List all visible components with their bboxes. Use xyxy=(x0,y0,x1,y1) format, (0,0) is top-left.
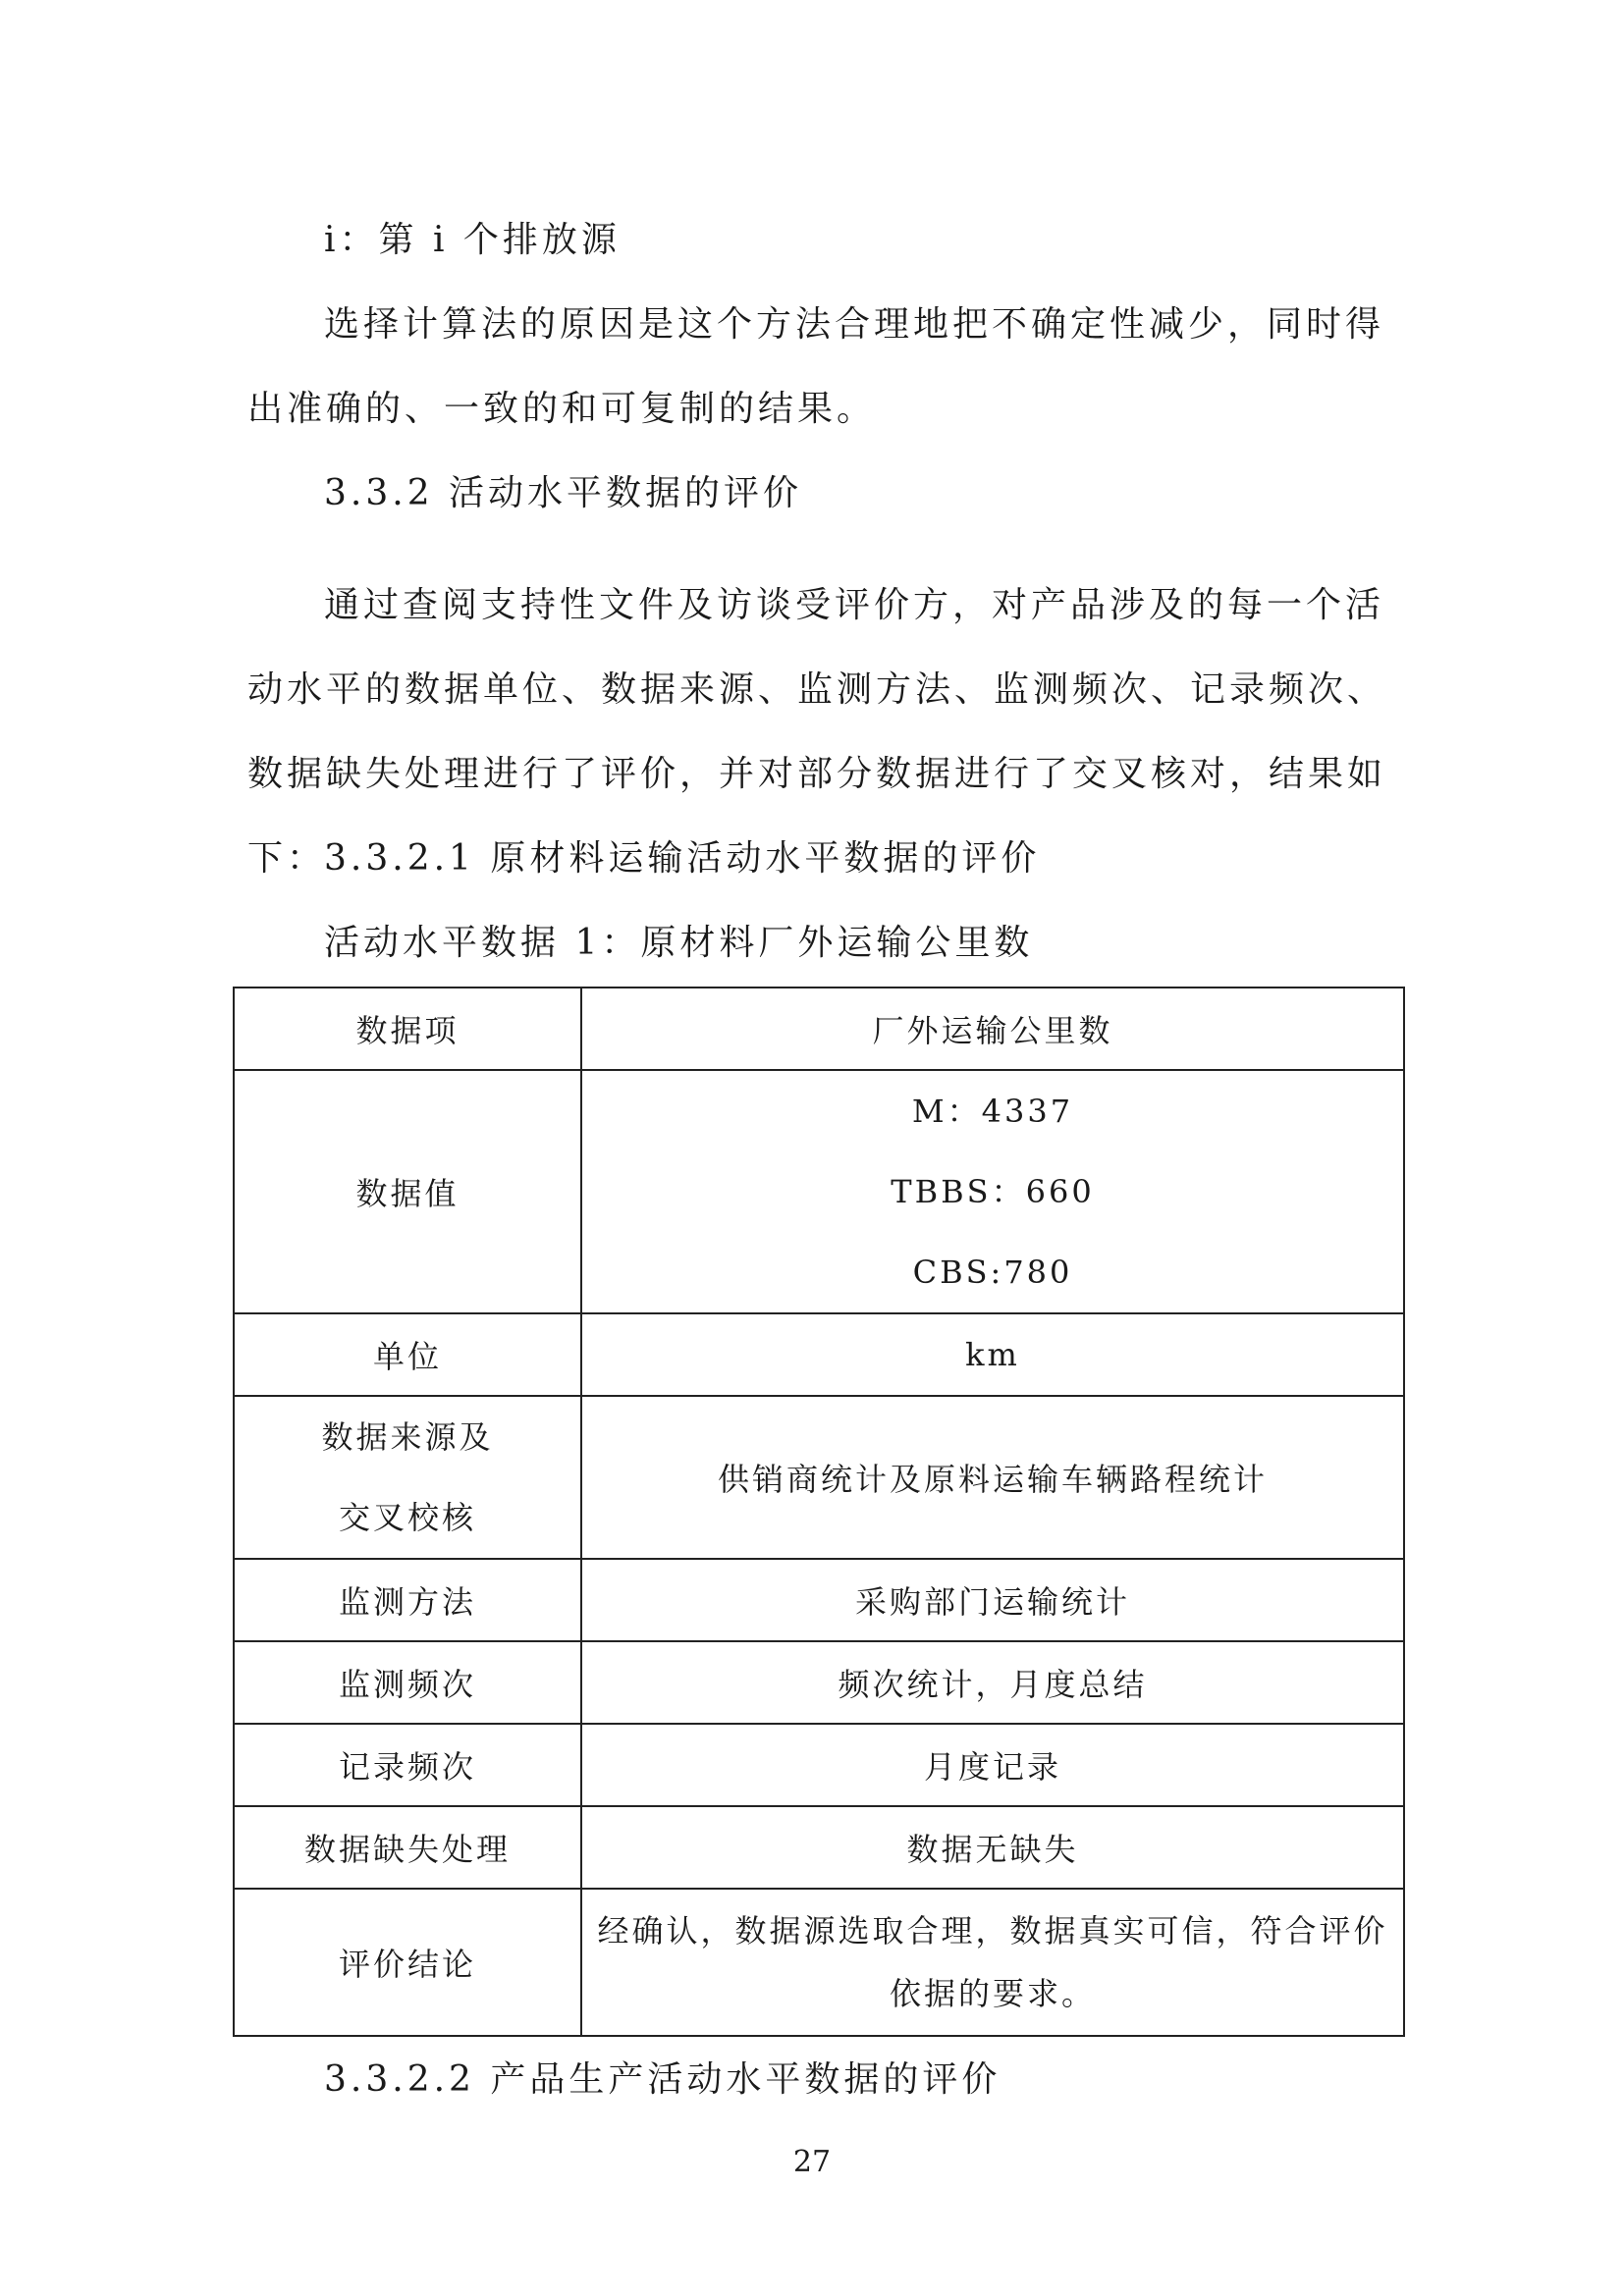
page-number: 27 xyxy=(792,2145,832,2179)
section-heading-3-3-2: 3.3.2 活动水平数据的评价 xyxy=(324,473,803,513)
table-value-cell: 数据无缺失 xyxy=(581,1806,1404,1889)
paragraph-source-definition: i：第 i 个排放源 xyxy=(324,220,621,260)
table-label-cell: 数据缺失处理 xyxy=(234,1806,581,1889)
table-row xyxy=(234,1724,1404,1806)
table-value-cell xyxy=(581,1070,1404,1313)
table-value-cell: 经确认，数据源选取合理，数据真实可信，符合评价依据的要求。 xyxy=(581,1889,1404,2036)
table-row xyxy=(234,1070,1404,1313)
section-heading-3-3-2-1: 3.3.2.1 原材料运输活动水平数据的评价 xyxy=(324,838,1041,879)
data-value-tbbs: TBBS：660 xyxy=(891,1173,1095,1210)
table-label-cell: 监测方法 xyxy=(234,1559,581,1641)
table-value-cell: 采购部门运输统计 xyxy=(581,1559,1404,1641)
table-label-cell xyxy=(234,1396,581,1559)
table-value-cell: km xyxy=(581,1313,1404,1396)
table-value-cell: 频次统计，月度总结 xyxy=(581,1641,1404,1724)
table-row xyxy=(234,1396,1404,1559)
table-caption: 活动水平数据 1：原材料厂外运输公里数 xyxy=(324,923,1034,963)
table-label-cell: 评价结论 xyxy=(234,1889,581,2036)
data-value-m: M：4337 xyxy=(911,1093,1074,1130)
table-row xyxy=(234,1313,1404,1396)
table-label-cell: 数据值 xyxy=(234,1070,581,1313)
table-label-cell: 数据项 xyxy=(234,988,581,1070)
activity-data-table xyxy=(233,987,1405,2037)
table-row xyxy=(234,1806,1404,1889)
table-row xyxy=(234,1641,1404,1724)
table-label-line: 交叉校核 xyxy=(338,1499,476,1536)
paragraph-method-reason: 选择计算法的原因是这个方法合理地把不确定性减少，同时得出准确的、一致的和可复制的结果。 xyxy=(247,304,1385,429)
table-label-cell: 单位 xyxy=(234,1313,581,1396)
data-value-cbs: CBS:780 xyxy=(912,1254,1073,1291)
table-label-line: 数据来源及 xyxy=(321,1418,494,1456)
table-label-cell: 记录频次 xyxy=(234,1724,581,1806)
section-heading-3-3-2-2: 3.3.2.2 产品生产活动水平数据的评价 xyxy=(324,2059,1001,2100)
table-row xyxy=(234,988,1404,1070)
paragraph-evaluation-intro: 通过查阅支持性文件及访谈受评价方，对产品涉及的每一个活动水平的数据单位、数据来源、监测方法、监测频次、记录频次、数据缺失处理进行了评价，并对部分数据进行了交叉核对，结果如下： xyxy=(247,585,1387,879)
table-value-cell: 厂外运输公里数 xyxy=(581,988,1404,1070)
table-row xyxy=(234,1559,1404,1641)
table-label-cell: 监测频次 xyxy=(234,1641,581,1724)
table-row xyxy=(234,1889,1404,2036)
table-value-cell: 供销商统计及原料运输车辆路程统计 xyxy=(581,1396,1404,1559)
table-value-cell: 月度记录 xyxy=(581,1724,1404,1806)
